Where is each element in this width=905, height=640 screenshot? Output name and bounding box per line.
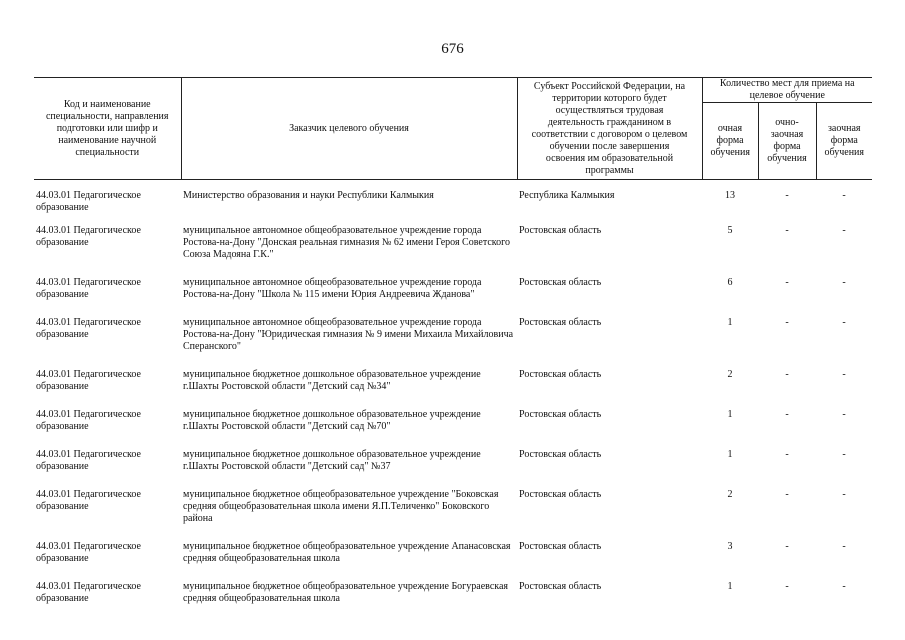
row-region: Ростовская область	[519, 369, 602, 380]
row-code: 44.03.01 Педагогическое образование	[36, 225, 141, 248]
row-mixed: -	[785, 369, 789, 380]
row-fulltime: 13	[725, 190, 735, 201]
row-customer: муниципальное автономное общеобразовательное учреждение города Ростова-на-Дону "Юридическая гимназия № 9 имени Михаила Михайловича Сперанского"	[183, 317, 514, 352]
table-row	[34, 440, 872, 480]
header-customer: Заказчик целевого обучения	[181, 78, 517, 180]
row-fulltime: 1	[727, 409, 733, 420]
row-mixed: -	[785, 317, 789, 328]
row-parttime: -	[842, 581, 846, 592]
table-row	[34, 180, 872, 217]
row-mixed: -	[785, 489, 789, 500]
row-parttime: -	[842, 317, 846, 328]
row-customer: муниципальное бюджетное дошкольное образовательное учреждение г.Шахты Ростовской области "Детский сад №34"	[183, 369, 481, 392]
row-customer: муниципальное бюджетное общеобразовательное учреждение Апанасовская средняя общеобразовательная школа	[183, 541, 511, 564]
table-row	[34, 480, 872, 532]
row-fulltime: 5	[727, 225, 733, 236]
row-parttime: -	[842, 190, 846, 201]
row-parttime: -	[842, 489, 846, 500]
row-mixed: -	[785, 449, 789, 460]
row-region: Ростовская область	[519, 277, 602, 288]
row-region: Ростовская область	[519, 449, 602, 460]
row-fulltime: 3	[727, 541, 733, 552]
row-region: Ростовская область	[519, 489, 602, 500]
row-fulltime: 1	[727, 449, 733, 460]
header-mixed: очно-заочная форма обучения	[758, 103, 816, 180]
header-places: Количество мест для приема на целевое обучение	[702, 78, 872, 103]
row-customer: муниципальное бюджетное общеобразовательное учреждение "Боковская средняя общеобразовательная школа имени Я.П.Теличенко" Боковского района	[183, 489, 499, 524]
table-row	[34, 216, 872, 268]
row-region: Ростовская область	[519, 409, 602, 420]
page-number: 676	[441, 41, 464, 57]
row-parttime: -	[842, 541, 846, 552]
row-region: Ростовская область	[519, 317, 602, 328]
header-fulltime: очная форма обучения	[702, 103, 758, 180]
row-code: 44.03.01 Педагогическое образование	[36, 369, 141, 392]
target-training-table	[34, 77, 872, 612]
row-code: 44.03.01 Педагогическое образование	[36, 277, 141, 300]
row-region: Республика Калмыкия	[519, 190, 615, 201]
row-fulltime: 2	[727, 489, 733, 500]
row-mixed: -	[785, 541, 789, 552]
row-region: Ростовская область	[519, 225, 602, 236]
row-mixed: -	[785, 225, 789, 236]
row-customer: муниципальное автономное общеобразовательное учреждение города Ростова-на-Дону "Донская реальная гимназия № 62 имени Героя Советского Союза Мадояна Г.К."	[183, 225, 510, 260]
row-mixed: -	[785, 581, 789, 592]
table-header	[34, 78, 872, 180]
row-code: 44.03.01 Педагогическое образование	[36, 317, 141, 340]
row-code: 44.03.01 Педагогическое образование	[36, 409, 141, 432]
table-body	[34, 180, 872, 613]
table-row	[34, 532, 872, 572]
row-customer: Министерство образования и науки Республики Калмыкия	[183, 190, 434, 201]
row-mixed: -	[785, 409, 789, 420]
table-row	[34, 308, 872, 360]
row-code: 44.03.01 Педагогическое образование	[36, 541, 141, 564]
table-row	[34, 360, 872, 400]
row-customer: муниципальное автономное общеобразовательное учреждение города Ростова-на-Дону "Школа № 115 имени Юрия Андреевича Жданова"	[183, 277, 482, 300]
row-fulltime: 2	[727, 369, 733, 380]
row-parttime: -	[842, 225, 846, 236]
row-parttime: -	[842, 369, 846, 380]
row-parttime: -	[842, 409, 846, 420]
row-customer: муниципальное бюджетное общеобразовательное учреждение Богураевская средняя общеобразовательная школа	[183, 581, 509, 604]
row-code: 44.03.01 Педагогическое образование	[36, 581, 141, 604]
row-code: 44.03.01 Педагогическое образование	[36, 449, 141, 472]
row-parttime: -	[842, 277, 846, 288]
row-fulltime: 6	[727, 277, 733, 288]
row-customer: муниципальное бюджетное дошкольное образовательное учреждение г.Шахты Ростовской области "Детский сад №70"	[183, 409, 481, 432]
table-row	[34, 400, 872, 440]
row-code: 44.03.01 Педагогическое образование	[36, 190, 141, 213]
row-fulltime: 1	[727, 317, 733, 328]
table-row	[34, 268, 872, 308]
header-code: Код и наименование специальности, направления подготовки или шифр и наименование научной специальности	[34, 78, 181, 180]
row-code: 44.03.01 Педагогическое образование	[36, 489, 141, 512]
row-region: Ростовская область	[519, 581, 602, 592]
row-mixed: -	[785, 277, 789, 288]
header-parttime: заочная форма обучения	[816, 103, 872, 180]
row-customer: муниципальное бюджетное дошкольное образовательное учреждение г.Шахты Ростовской области "Детский сад" №37	[183, 449, 481, 472]
row-parttime: -	[842, 449, 846, 460]
row-mixed: -	[785, 190, 789, 201]
row-region: Ростовская область	[519, 541, 602, 552]
header-region: Субъект Российской Федерации, на территории которого будет осуществляться трудовая деятельность гражданином в соответствии с договором о целевом обучении после завершения освоения им образовательной программы	[517, 78, 702, 180]
table-row	[34, 572, 872, 612]
row-fulltime: 1	[727, 581, 733, 592]
